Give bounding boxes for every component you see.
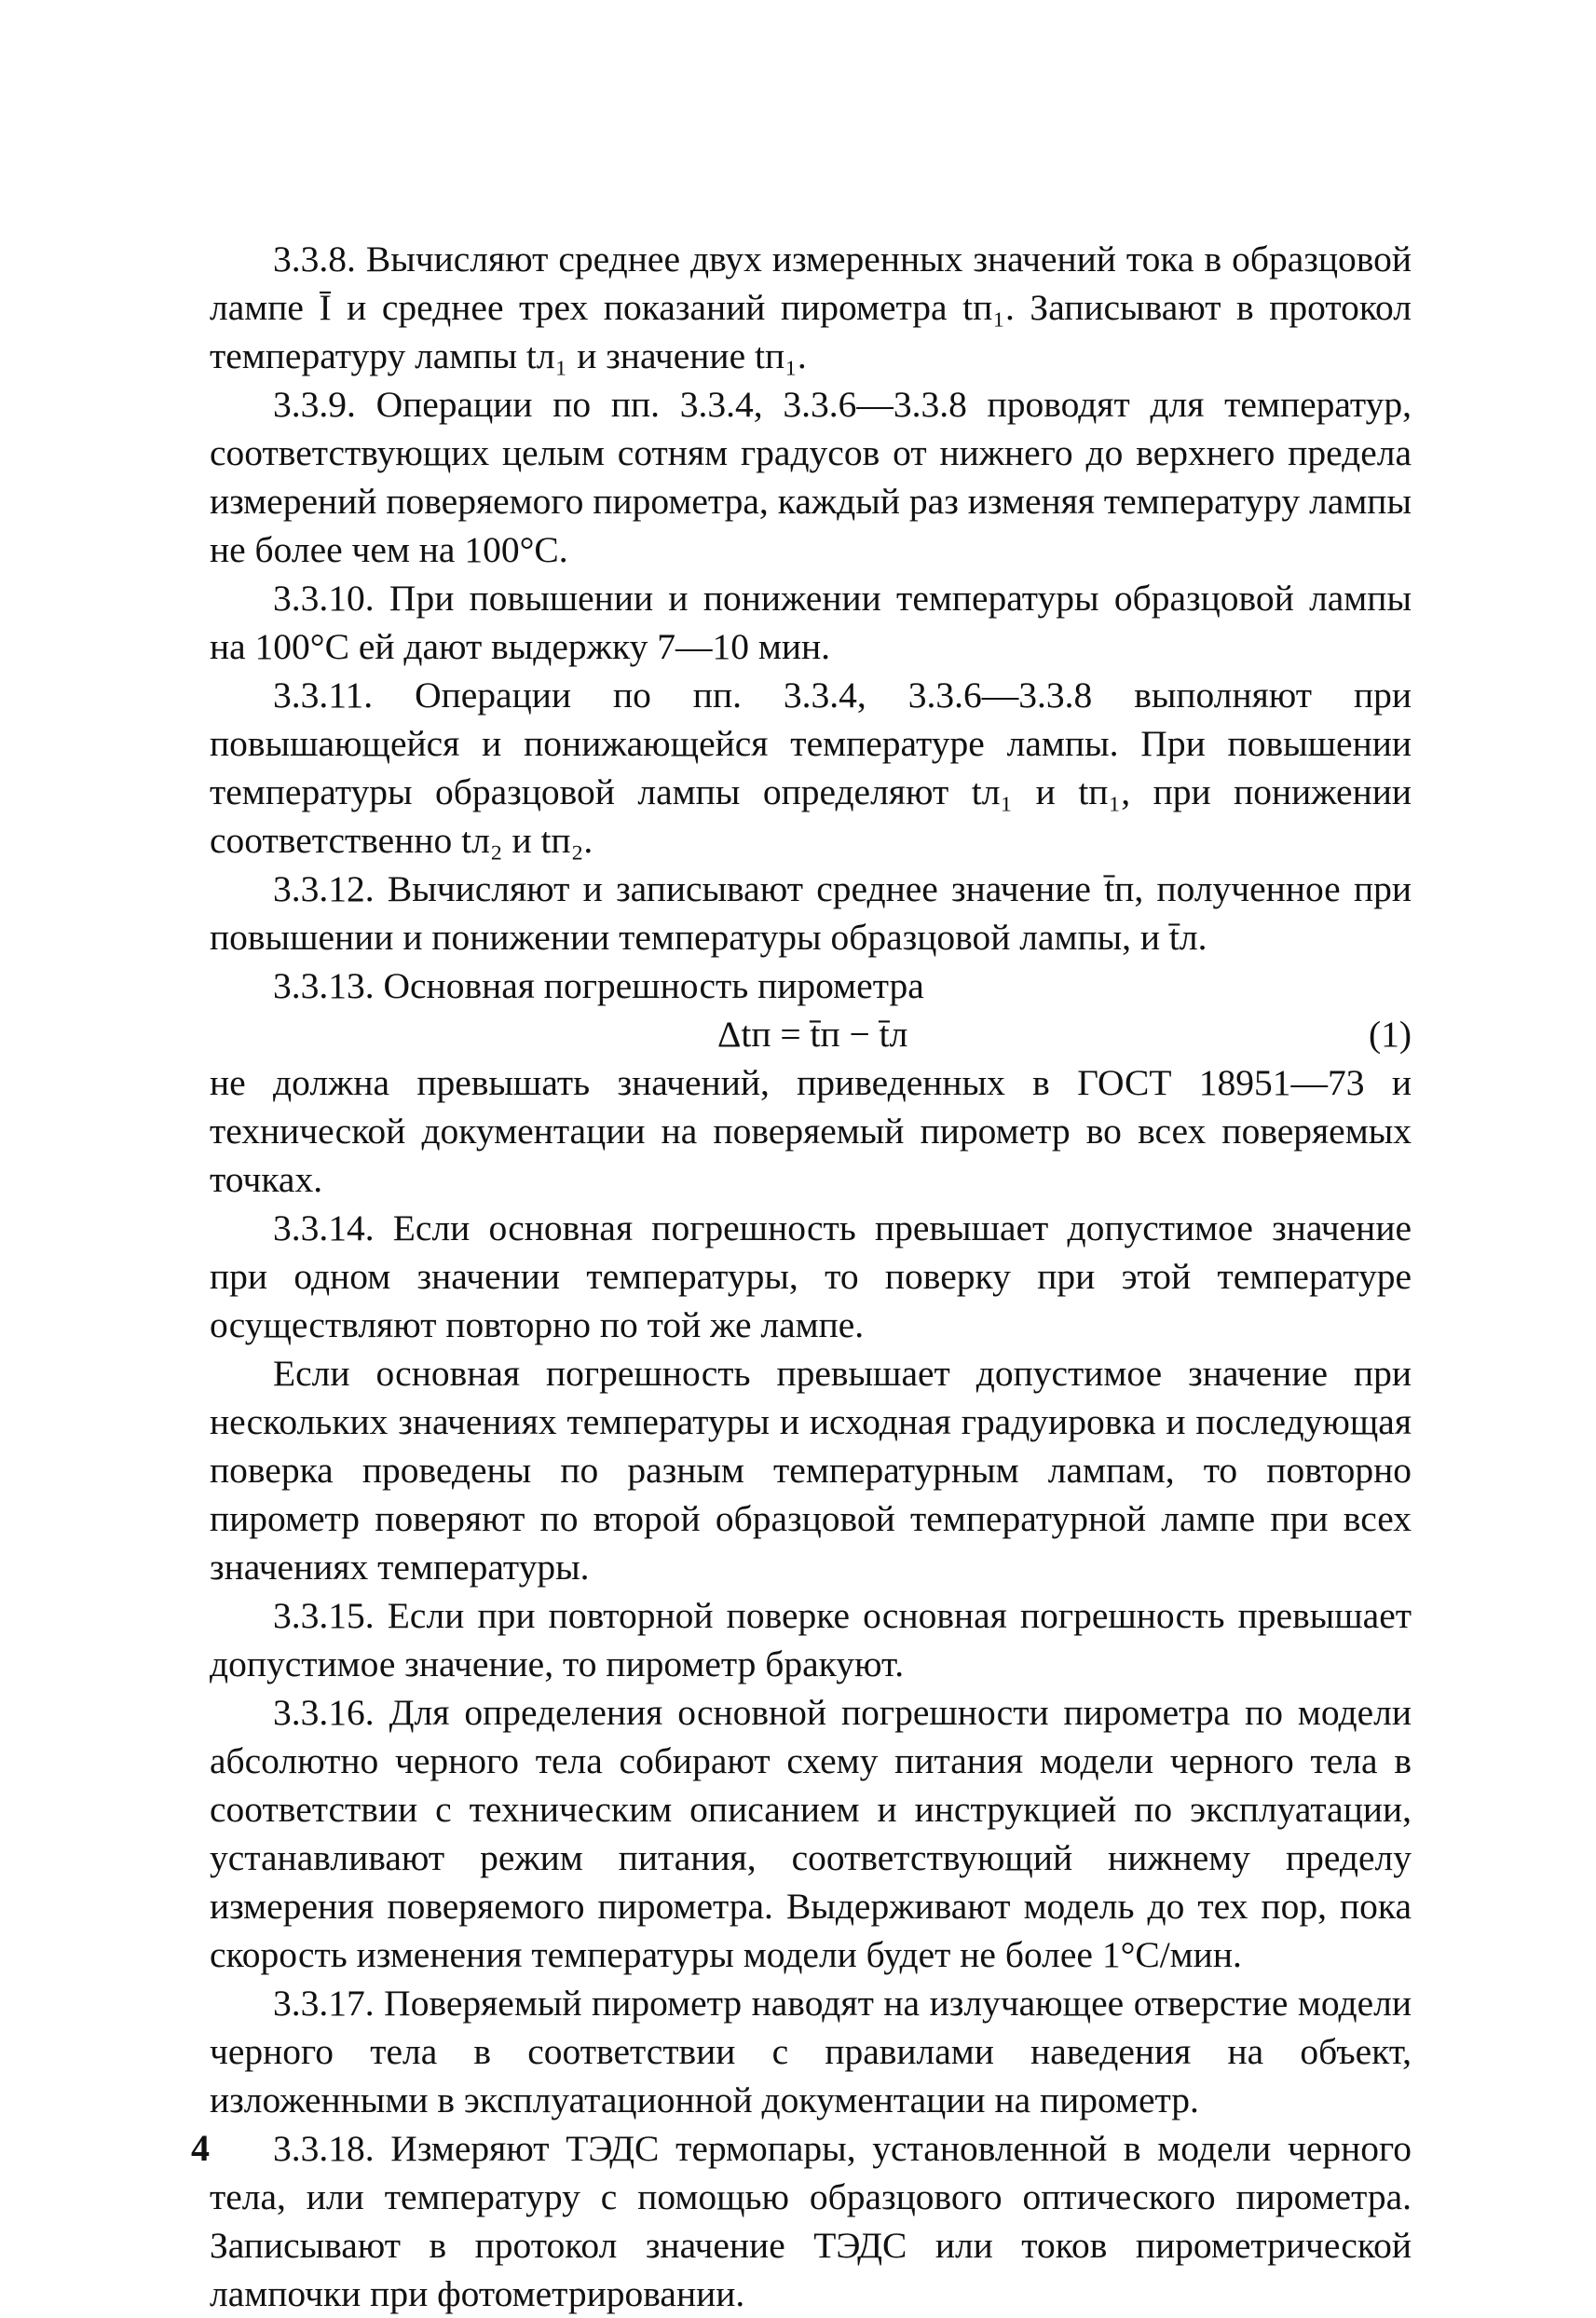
paragraph-3-3-13: 3.3.13. Основная погрешность пирометра [273, 965, 924, 1006]
paragraph-3-3-10: 3.3.10. При повышении и понижении температуры образцовой лампы на 100°С ей дают выдержку 7—10 мин. [210, 578, 1412, 667]
formula-row [210, 1010, 1412, 1058]
paragraph-3-3-17: 3.3.17. Поверяемый пирометр наводят на излучающее отверстие модели черного тела в соответствии с правилами наведения на объект, изложенными в эксплуатационной документации на пирометр. [210, 1983, 1412, 2120]
paragraph-3-3-12: 3.3.12. Вычисляют и записывают среднее значение t̄п, полученное при повышении и понижении температуры образцовой лампы, и t̄л. [210, 868, 1412, 958]
formula-number: (1) [1368, 1014, 1412, 1055]
page-number: 4 [191, 2127, 210, 2169]
text-block [210, 235, 1412, 2318]
paragraph-3-3-18: 3.3.18. Измеряют ТЭДС термопары, установленной в модели черного тела, или температуру с помощью образцового оптического пирометра. Записывают в протокол значение ТЭДС или токов пирометрической лампочки при фотометрировании. [210, 2128, 1412, 2314]
paragraph-3-3-14: 3.3.14. Если основная погрешность превышает допустимое значение при одном значении температуры, то поверку при этой температуре осуществляют повторно по той же лампе. [210, 1207, 1412, 1345]
paragraph-3-3-9: 3.3.9. Операции по пп. 3.3.4, 3.3.6—3.3.8 проводят для температур, соответствующих целым сотням градусов от нижнего до верхнего предела измерений поверяемого пирометра, каждый раз изменяя температуру лампы не более чем на 100°С. [210, 384, 1412, 570]
formula-1: Δtп = t̄п − t̄л [717, 1014, 908, 1055]
paragraph-3-3-11: 3.3.11. Операции по пп. 3.3.4, 3.3.6—3.3.8 выполняют при повышающейся и понижающейся температуре лампы. При повышении температуры образцовой лампы определяют tл₁ и tп₁, при понижении соответственно tл₂ и tп₂. [210, 675, 1412, 861]
paragraph-3-3-16: 3.3.16. Для определения основной погрешности пирометра по модели абсолютно черного тела собирают схему питания модели черного тела в соответствии с техническим описанием и инструкцией по эксплуатации, устанавливают режим питания, соответствующий нижнему пределу измерения поверяемого пирометра. Выдерживают модель до тех пор, пока скорость изменения температуры модели будет не более 1°С/мин. [210, 1692, 1412, 1975]
paragraph-3-3-15: 3.3.15. Если при повторной поверке основная погрешность превышает допустимое значение, то пирометр бракуют. [210, 1595, 1412, 1684]
paragraph-3-3-13-continuation: не должна превышать значений, приведенных в ГОСТ 18951—73 и технической документации на поверяемый пирометр во всех поверяемых точках. [210, 1062, 1412, 1200]
paragraph-3-3-14-second: Если основная погрешность превышает допустимое значение при нескольких значениях температуры и исходная градуировка и последующая поверка проведены по разным температурным лампам, то повторно пирометр поверяют по второй образцовой температурной лампе при всех значениях температуры. [210, 1353, 1412, 1588]
paragraph-3-3-8: 3.3.8. Вычисляют среднее двух измеренных значений тока в образцовой лампе Ī и среднее трех показаний пирометра tп₁. Записывают в протокол температуру лампы tл₁ и значение tп₁. [210, 239, 1412, 376]
